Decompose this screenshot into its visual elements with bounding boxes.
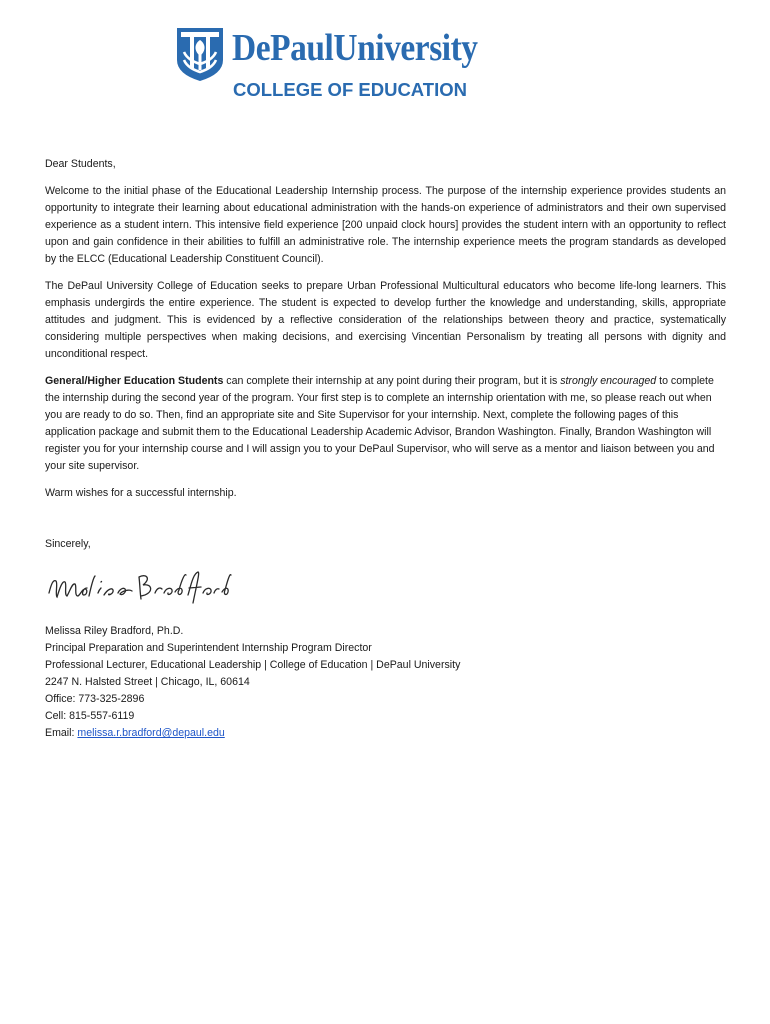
paragraph-instructions [45,373,726,476]
closing-wish: Warm wishes for a successful internship. [45,486,237,499]
sign-off: Sincerely, [45,538,91,551]
handwritten-signature [43,563,233,611]
signer-office-phone: Office: 773-325-2896 [45,693,145,706]
instructions-text-2: to complete the internship during the second year of the program. Your first step is to complete an internship orientation with me, so please reach out when you are ready to do so. Then, find an appropriate site and Site Supervisor for your internship. Next, complete the following pages of this application package and submit them to the Educational Leadership Academic Advisor, Brandon Washington. Finally, Brandon Washington will register you for your internship course and I will assign you to your DePaul Supervisor, who will serve as a mentor and liaison between you and your site supervisor. [45,374,715,472]
letterhead [0,20,770,110]
instructions-emphasis: strongly encouraged [560,374,657,387]
signer-cell-phone: Cell: 815-557-6119 [45,710,135,723]
letter-body [45,156,726,742]
signer-address: 2247 N. Halsted Street | Chicago, IL, 60614 [45,676,250,689]
email-label: Email: [45,727,78,740]
paragraph-internship-purpose: Welcome to the initial phase of the Educational Leadership Internship process. The purpose of the internship experience provides students an opportunity to integrate their learning about educational administration with the hands-on experience of administrators and their own supervised experience as a student intern. This intensive field experience [200 unpaid clock hours] provides the student intern with an opportunity to reflect upon and gain confidence in their abilities to fulfill an administrative role. The internship experience meets the program standards as developed by the ELCC (Educational Leadership Constituent Council). [45,184,726,265]
signer-email-line [45,725,726,742]
signer-title: Principal Preparation and Superintendent Internship Program Director [45,641,372,654]
paragraph-college-mission: The DePaul University College of Education seeks to prepare Urban Professional Multicultural educators who become life-long learners. This emphasis undergirds the entire experience. The student is expected to develop further the knowledge and understanding, skills, appropriate attitudes and judgment. This is evidenced by a reflective consideration of the relationships between theory and practice, systematically considering multiple perspectives when making decisions, and exercising Vincentian Personalism by treating all persons with dignity and unconditional respect. [45,279,726,360]
signer-name: Melissa Riley Bradford, Ph.D. [45,624,184,637]
college-name: COLLEGE OF EDUCATION [233,79,467,100]
signer-affiliation: Professional Lecturer, Educational Leadership | College of Education | DePaul University [45,658,461,671]
depaul-shield-logo-icon [175,26,225,82]
university-wordmark: DePaulUniversity [232,27,478,69]
instructions-text-1: can complete their internship at any point during their program, but it is [223,374,561,387]
student-group-label: General/Higher Education Students [45,374,224,387]
spacer [45,511,726,536]
email-link[interactable]: melissa.r.bradford@depaul.edu [77,727,225,740]
salutation: Dear Students, [45,158,116,170]
